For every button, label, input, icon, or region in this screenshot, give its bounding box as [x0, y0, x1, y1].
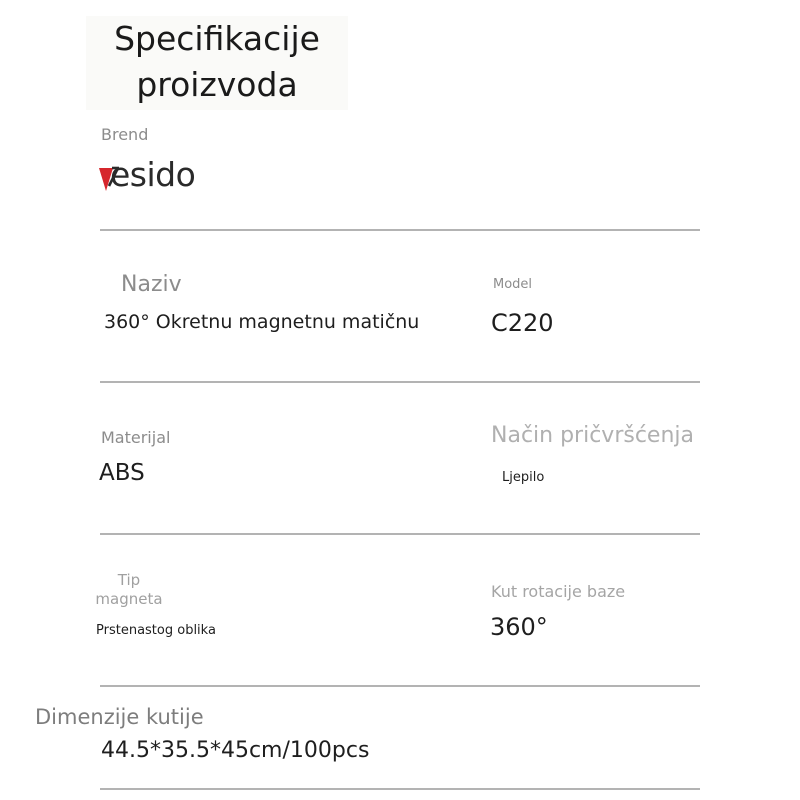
divider	[100, 229, 700, 231]
model-value: C220	[491, 309, 554, 337]
materijal-value: ABS	[99, 460, 145, 486]
naziv-value: 360° Okretnu magnetnu matičnu	[104, 311, 420, 333]
brand-label: Brend	[101, 125, 149, 144]
kut-label: Kut rotacije baze	[491, 582, 626, 601]
tip-value: Prstenastog oblika	[96, 623, 216, 638]
dimenzije-label: Dimenzije kutije	[35, 705, 204, 729]
kut-value: 360°	[490, 613, 548, 641]
divider	[100, 788, 700, 790]
tip-label: Tip magneta	[95, 571, 163, 608]
naziv-label: Naziv	[121, 272, 182, 297]
page-title: Specifikacije proizvoda	[86, 16, 348, 110]
divider	[100, 533, 700, 535]
dimenzije-value: 44.5*35.5*45cm/100pcs	[101, 738, 370, 762]
brand-logo	[96, 150, 226, 200]
nacin-value: Ljepilo	[502, 470, 545, 485]
materijal-label: Materijal	[101, 428, 171, 447]
model-label: Model	[493, 277, 533, 292]
divider	[100, 381, 700, 383]
nacin-label: Način pričvršćenja	[491, 423, 694, 448]
divider	[100, 685, 700, 687]
brand-logo-text: esido	[110, 155, 196, 194]
